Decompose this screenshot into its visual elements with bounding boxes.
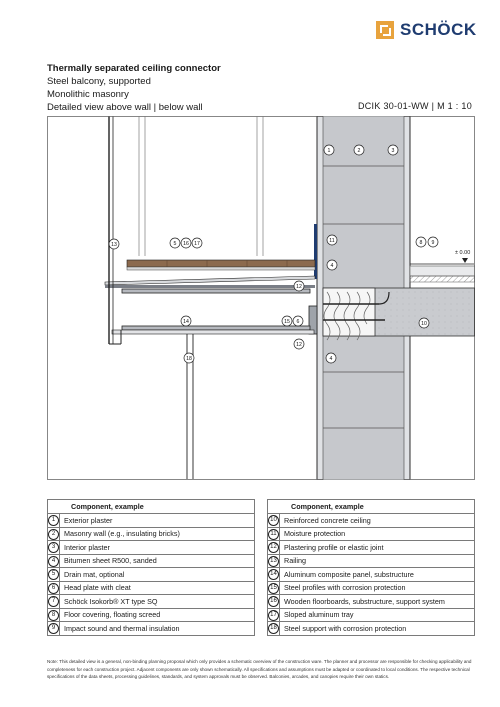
- svg-text:11: 11: [329, 238, 335, 244]
- legend-header-right: Component, example: [268, 500, 475, 514]
- svg-text:4: 4: [330, 263, 334, 269]
- legend-label: Reinforced concrete ceiling: [280, 514, 475, 528]
- legend-row: [48, 527, 255, 541]
- disclaimer-note: Note: This detailed view is a general, non-binding planning proposal which only provides a schematic overview of the construction ware. The planner and processor are responsible for checking applicability and completeness for each construction project. Adjacent components are only shown schematically. All specifications and assumptions must be adapted or coordinated to local conditions. The respective technical specifications of the data sheets, processing guidelines, standards, and system approvals must be observed. Balconies, arcades, and canopies require their own statics.: [47, 659, 472, 679]
- legend-number: [268, 622, 280, 636]
- svg-text:10: 10: [421, 321, 427, 327]
- balustrade-bars: [139, 117, 263, 257]
- legend-number-circle: 13: [268, 556, 279, 567]
- legend-number: [268, 527, 280, 541]
- legend-row: [268, 568, 475, 582]
- callout: [324, 145, 334, 155]
- legend-row: [268, 608, 475, 622]
- svg-text:8: 8: [419, 240, 423, 246]
- legend-label: Masonry wall (e.g., insulating bricks): [60, 527, 255, 541]
- callout: [416, 237, 426, 247]
- legend-row: [48, 554, 255, 568]
- svg-text:14: 14: [183, 319, 189, 325]
- legend-number: [268, 581, 280, 595]
- callout: [294, 339, 304, 349]
- legend-number: [48, 541, 60, 555]
- legend-row: [268, 554, 475, 568]
- drawing-code-scale: DCIK 30-01-WW | M 1 : 10: [357, 101, 472, 111]
- legend-header-left: Component, example: [48, 500, 255, 514]
- legend-number: [48, 622, 60, 636]
- legend-table-right: [267, 499, 475, 636]
- legend-label: Bitumen sheet R500, sanded: [60, 554, 255, 568]
- legend-number-circle: 14: [268, 569, 279, 580]
- callout: [294, 281, 304, 291]
- legend-number: [48, 595, 60, 609]
- callout: [419, 318, 429, 328]
- legend-number-circle: 4: [48, 556, 59, 567]
- legend-number: [268, 514, 280, 528]
- svg-text:16: 16: [183, 241, 189, 247]
- legend-label: Interior plaster: [60, 541, 255, 555]
- legend-row: [48, 541, 255, 555]
- svg-text:5: 5: [173, 241, 177, 247]
- legend-number-circle: 5: [48, 569, 59, 580]
- impact-insulation: [410, 276, 475, 282]
- legend-label: Moisture protection: [280, 527, 475, 541]
- legend-row: [268, 622, 475, 636]
- legend-number: [48, 527, 60, 541]
- legend-number: [268, 568, 280, 582]
- svg-text:3: 3: [391, 148, 395, 154]
- svg-text:1: 1: [327, 148, 331, 154]
- legend-row: [48, 622, 255, 636]
- legend-label: Steel support with corrosion protection: [280, 622, 475, 636]
- legend-number-circle: 15: [268, 583, 279, 594]
- svg-text:12: 12: [296, 342, 302, 348]
- legend-row: [48, 568, 255, 582]
- callout: [170, 238, 180, 248]
- callout: [181, 238, 191, 248]
- legend-number: [48, 568, 60, 582]
- schoeck-logo: [376, 20, 477, 40]
- callout: [109, 239, 119, 249]
- legend-label: Aluminum composite panel, substructure: [280, 568, 475, 582]
- legend-number: [268, 608, 280, 622]
- legend-number: [48, 554, 60, 568]
- legend-number-circle: 7: [48, 596, 59, 607]
- legend-label: Railing: [280, 554, 475, 568]
- svg-text:2: 2: [357, 148, 361, 154]
- svg-text:6: 6: [296, 319, 300, 325]
- steel-beam-bottom: [122, 326, 310, 330]
- legend-row: [48, 581, 255, 595]
- svg-text:4: 4: [329, 356, 333, 362]
- subtitle-line-2: Monolithic masonry: [47, 89, 129, 100]
- legend-number: [268, 595, 280, 609]
- callout: [388, 145, 398, 155]
- exterior-plaster: [317, 117, 323, 480]
- legend-number: [48, 581, 60, 595]
- legend-label: Schöck Isokorb® XT type SQ: [60, 595, 255, 609]
- legend-number-circle: 18: [268, 623, 279, 634]
- subtitle-line-3: Detailed view above wall | below wall: [47, 102, 203, 113]
- svg-text:18: 18: [186, 356, 192, 362]
- callout: [282, 316, 292, 326]
- legend-label: Plastering profile or elastic joint: [280, 541, 475, 555]
- svg-text:13: 13: [111, 242, 117, 248]
- legend-label: Wooden floorboards, substructure, support system: [280, 595, 475, 609]
- legend-number-circle: 11: [268, 529, 279, 540]
- legend-number-circle: 3: [48, 542, 59, 553]
- legend-row: [268, 541, 475, 555]
- subtitle-line-1: Steel balcony, supported: [47, 76, 151, 87]
- legend-label: Drain mat, optional: [60, 568, 255, 582]
- legend-number-circle: 10: [268, 515, 279, 526]
- legend-number-circle: 17: [268, 610, 279, 621]
- legend-table-left: [47, 499, 255, 636]
- svg-text:15: 15: [284, 319, 290, 325]
- legend-label: Floor covering, floating screed: [60, 608, 255, 622]
- legend-label: Head plate with cleat: [60, 581, 255, 595]
- legend-number-circle: 12: [268, 542, 279, 553]
- legend-row: [268, 527, 475, 541]
- legend-number-circle: 6: [48, 583, 59, 594]
- steel-beam-top: [122, 289, 310, 293]
- aluminum-composite-panel: [112, 330, 314, 334]
- brand-name: SCHÖCK: [400, 20, 477, 39]
- level-label: ± 0.00: [455, 250, 471, 256]
- callout: [327, 260, 337, 270]
- callout: [428, 237, 438, 247]
- legend-number: [268, 554, 280, 568]
- callout: [327, 235, 337, 245]
- svg-text:9: 9: [431, 240, 435, 246]
- callout: [326, 353, 336, 363]
- legend-row: [268, 514, 475, 528]
- legend-number-circle: 2: [48, 529, 59, 540]
- svg-text:12: 12: [296, 284, 302, 290]
- floor-screed: [410, 266, 475, 276]
- legend-row: [48, 608, 255, 622]
- legend-row: [268, 581, 475, 595]
- legend-row: [48, 514, 255, 528]
- callout: [181, 316, 191, 326]
- legend-number-circle: 16: [268, 596, 279, 607]
- legend-label: Exterior plaster: [60, 514, 255, 528]
- svg-text:17: 17: [194, 241, 200, 247]
- callout: [184, 353, 194, 363]
- callout: [293, 316, 303, 326]
- edge-profile: [105, 285, 315, 288]
- legend-label: Impact sound and thermal insulation: [60, 622, 255, 636]
- logo-mark-icon: [376, 21, 394, 39]
- legend-number: [48, 608, 60, 622]
- moisture-protection: [314, 224, 317, 279]
- legend-label: Sloped aluminum tray: [280, 608, 475, 622]
- detail-drawing: [47, 116, 475, 480]
- legend-number-circle: 9: [48, 623, 59, 634]
- legend-row: [268, 595, 475, 609]
- callout: [192, 238, 202, 248]
- legend-row: [48, 595, 255, 609]
- page-title: Thermally separated ceiling connector: [47, 63, 221, 74]
- sloped-aluminum-tray: [105, 276, 315, 285]
- legend-number-circle: 1: [48, 515, 59, 526]
- legend-label: Steel profiles with corrosion protection: [280, 581, 475, 595]
- legend-number: [48, 514, 60, 528]
- legend-number: [268, 541, 280, 555]
- callout: [354, 145, 364, 155]
- legend-number-circle: 8: [48, 610, 59, 621]
